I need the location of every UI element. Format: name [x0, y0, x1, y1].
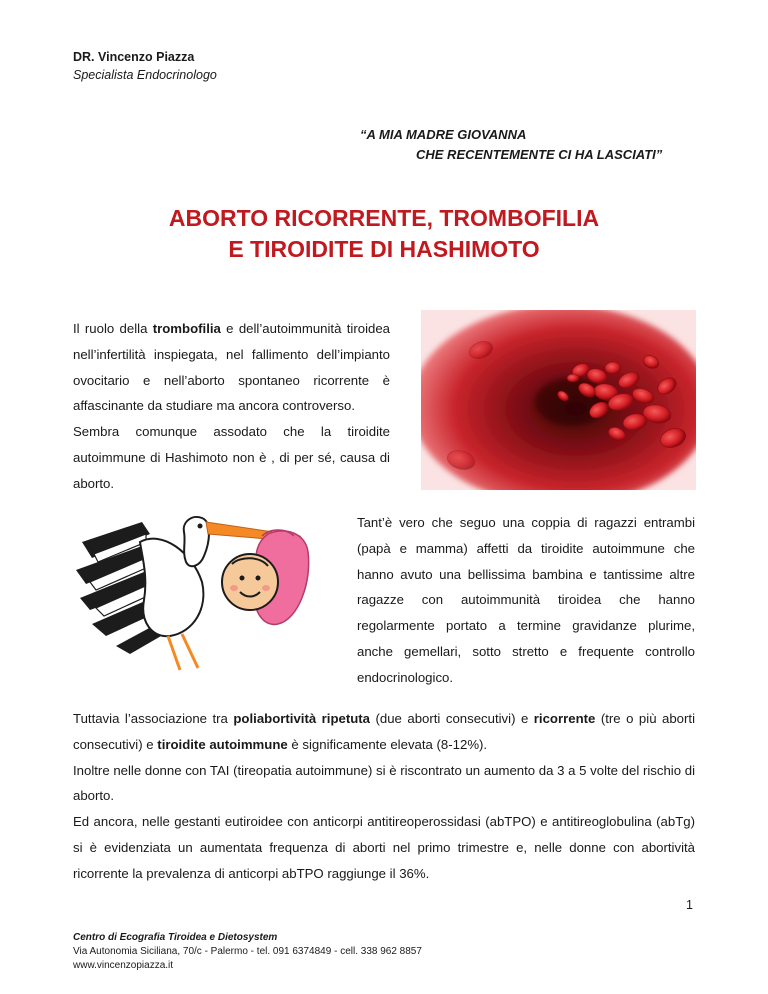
- body-paragraph-3: Ed ancora, nelle gestanti eutiroidee con anticorpi antitireoperossidasi (abTPO) e antitireoglobulina (abTg) si è evidenziata un aumentata frequenza di aborti nel primo trimestre e, nelle donne con abortività ricorrente la prevalenza di anticorpi abTPO raggiunge il 36%.: [73, 814, 695, 881]
- document-title-line-1: ABORTO RICORRENTE, TROMBOFILIA: [168, 205, 600, 231]
- intro-paragraph-1: Il ruolo della trombofilia e dell’autoimmunità tiroidea nell’infertilità inspiegata, nel fallimento dell’impianto ovocitario e nell’aborto spontaneo ricorrente è affascinante da studiare ma ancora controverso.: [73, 321, 390, 414]
- keyword-poliabortivita: poliabortività ripetuta: [233, 711, 371, 726]
- main-body: [73, 706, 695, 887]
- keyword-tiroidite-autoimmune: tiroidite autoimmune: [157, 736, 288, 752]
- body-paragraph-2: Inoltre nelle donne con TAI (tireopatia autoimmune) si è riscontrato un aumento da 3 a 5 volte del rischio di aborto.: [73, 762, 695, 804]
- blood-vessel-image: [421, 310, 696, 490]
- body-paragraph-1: Tuttavia l’associazione tra poliabortività ripetuta (due aborti consecutivi) e ricorrente (tre o più aborti consecutivi) e tiroidite autoimmune è significamente elevata (8-12%).: [73, 711, 695, 752]
- keyword-trombofilia: trombofilia: [152, 321, 221, 336]
- keyword-ricorrente: ricorrente: [533, 711, 596, 726]
- intro-paragraphs: [73, 316, 390, 497]
- dedication-line-1: “A MIA MADRE GIOVANNA: [360, 127, 527, 142]
- dedication-line-2: CHE RECENTEMENTE CI HA LASCIATI”: [416, 147, 663, 162]
- footer-center-name: Centro di Ecografia Tiroidea e Dietosystem: [73, 932, 278, 943]
- document-title-line-2: E TIROIDITE DI HASHIMOTO: [228, 236, 540, 262]
- stork-baby-illustration: [72, 512, 327, 672]
- right-column-paragraph: Tant’è vero che seguo una coppia di ragazzi entrambi (papà e mamma) affetti da tiroidite autoimmune che hanno avuto una bellissima bambina e tantissime altre ragazze con autoimmunità tiroidea che hanno regolarmente portato a termine gravidanze plurime, anche gemellari, sotto stretto e frequente controllo endocrinologico.: [357, 515, 695, 685]
- author-role: Specialista Endocrinologo: [73, 68, 217, 82]
- author-name: DR. Vincenzo Piazza: [73, 50, 195, 64]
- footer-website[interactable]: www.vincenzopiazza.it: [73, 960, 174, 971]
- page-number: 1: [686, 898, 693, 912]
- intro-paragraph-2: Sembra comunque assodato che la tiroidite autoimmune di Hashimoto non è , di per sé, causa di aborto.: [73, 424, 390, 491]
- footer-address: Via Autonomia Siciliana, 70/c - Palermo - tel. 091 6374849 - cell. 338 962 8857: [73, 946, 422, 957]
